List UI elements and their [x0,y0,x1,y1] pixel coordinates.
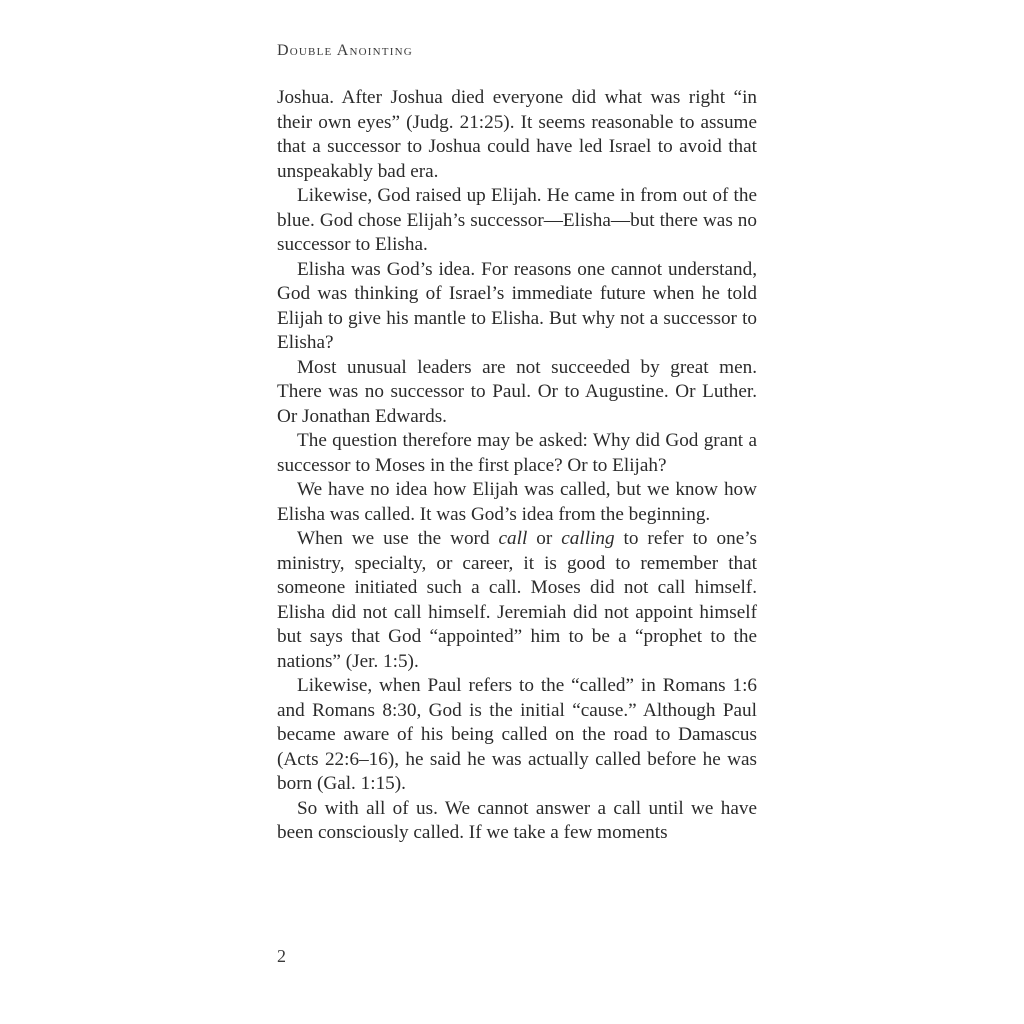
paragraph-3 [277,258,757,356]
paragraph-text: Most unusual leaders are not succeeded by great men. There was no successor to Paul. Or to Augustine. Or Luther. Or Jonathan Edwards. [277,356,757,427]
body-text [277,86,757,846]
paragraph-4 [277,356,757,430]
paragraph-6 [277,478,757,527]
paragraph-text: Likewise, when Paul refers to the “called” in Romans 1:6 and Romans 8:30, God is the initial “cause.” Although Paul became aware of his being called on the road to Damascus (Acts 22:6–16), he said he was actually called before he was born (Gal. 1:15). [277,675,757,794]
italic-word-calling: calling [561,528,615,549]
paragraph-text: or [527,528,562,549]
paragraph-text: to refer to one’s ministry, specialty, or career, it is good to remember that someone initiated such a call. Moses did not call himself. Elisha did not call himself. Jeremiah did not appoint himself but says that God “appointed” him to be a “prophet to the nations” (Jer. 1:5). [277,528,758,672]
italic-word-call: call [498,528,528,549]
running-head: Double Anointing [277,42,413,59]
paragraph-text: The question therefore may be asked: Why did God grant a successor to Moses in the first place? Or to Elijah? [277,430,757,476]
paragraph-5 [277,429,757,478]
page-number: 2 [277,946,286,966]
paragraph-text: Joshua. After Joshua died everyone did what was right “in their own eyes” (Judg. 21:25). It seems reasonable to assume that a successor to Joshua could have led Israel to avoid that unspeakably bad era. [277,87,757,182]
paragraph-1 [277,86,757,184]
paragraph-text: Elisha was God’s idea. For reasons one cannot understand, God was thinking of Israel’s immediate future when he told Elijah to give his mantle to Elisha. But why not a successor to Elisha? [277,258,757,353]
paragraph-text: Likewise, God raised up Elijah. He came in from out of the blue. God chose Elijah’s successor—Elisha—but there was no successor to Elisha. [277,185,757,255]
paragraph-text: When we use the word [297,528,499,549]
paragraph-text: So with all of us. We cannot answer a call until we have been consciously called. If we take a few moments [277,797,757,843]
paragraph-2 [277,184,757,258]
paragraph-9 [277,797,757,846]
paragraph-7 [277,527,757,674]
paragraph-8 [277,674,757,797]
paragraph-text: We have no idea how Elijah was called, but we know how Elisha was called. It was God’s idea from the beginning. [277,479,757,525]
